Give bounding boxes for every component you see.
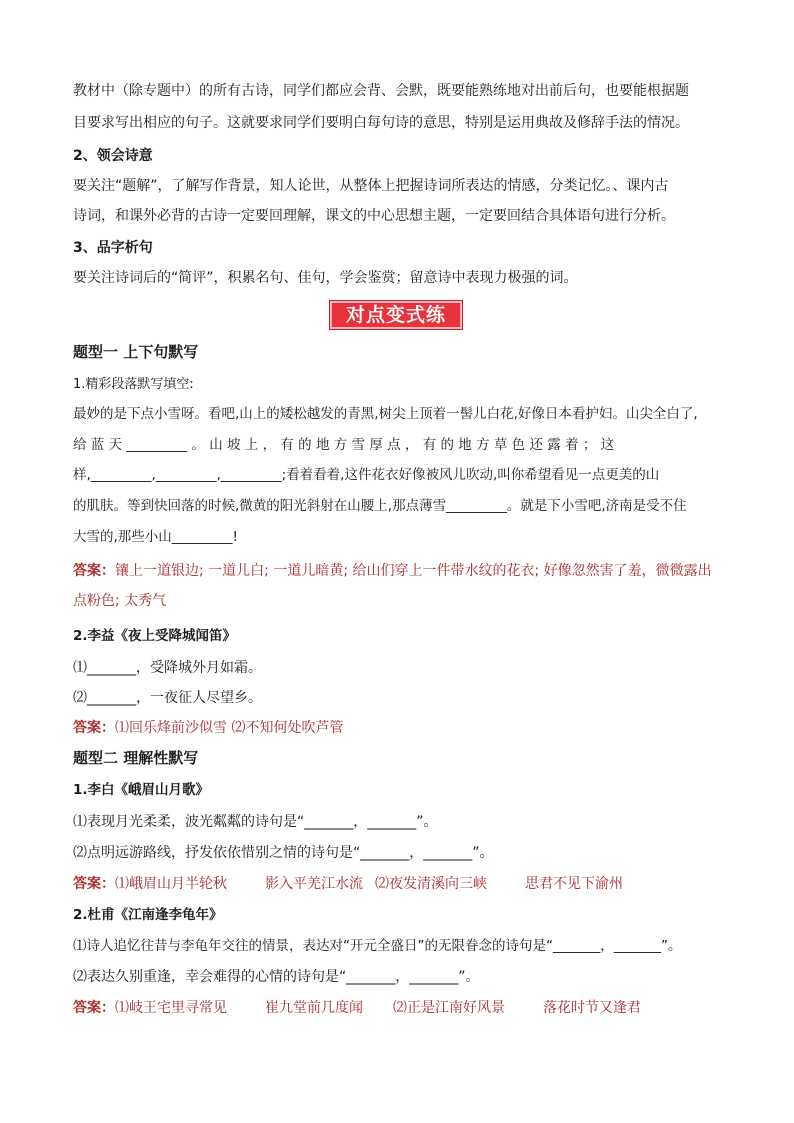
answer-part-a: ⑴峨眉山月半轮秋 [115,876,227,892]
answer-label: 答案： [73,720,115,736]
t2-q2-line-2: ⑵表达久别重逢，幸会难得的心情的诗句是“_______，_______”。 [73,969,480,985]
section-2-line-1: 要关注“题解”，了解写作背景，知人论世，从整体上把握诗词所表达的情感，分类记忆。、课内古 [73,178,669,194]
q1-title: 1.精彩段落默写填空: [73,377,194,392]
answer-part-a: ⑴岐王宅里寻常见 [115,1000,227,1016]
answer-label: 答案： [73,1000,115,1016]
practice-banner: 对点变式练 [330,301,462,329]
intro-line-2: 目要求写出相应的句子。这就要求同学们要明白每句诗的意思，特别是运用典故及修辞手法的情况。 [73,115,689,131]
answer-label: 答案： [73,876,115,892]
q1-answer-line-2: 点粉色; 太秀气 [73,593,167,609]
section-2-line-2: 诗词，和课外必背的古诗一定要回理解，课文的中心思想主题，一定要回结合具体语句进行分析。 [73,208,675,224]
intro-line-1: 教材中（除专题中）的所有古诗，同学们都应会背、会默，既要能熟练地对出前后句，也要能根据题 [73,83,689,99]
t2-q1-line-1: ⑴表现月光柔柔，波光粼粼的诗句是“_______，_______”。 [73,814,438,830]
answer-part-c: ⑵夜发清溪向三峡 [375,876,487,892]
q1-line-2: 给 蓝 天 _________ 。 山 坡 上 ， 有 的 地 方 雪 厚 点 ， 有 的 地 方 草 色 还 露 着 ； 这 [73,437,615,453]
q2-answer [73,719,733,737]
t2-q2-title: 2.杜甫《江南逢李龟年》 [73,907,223,923]
answer-label: 答案： [73,563,115,579]
section-3-line-1: 要关注诗词后的“简评”，积累名句、佳句，学会鉴赏；留意诗中表现力极强的词。 [73,270,578,286]
answer-part-d: 思君不见下渝州 [525,876,623,892]
q1-line-4: 的肌肤。等到快回落的时候,微黄的阳光斜射在山腰上,那点薄雪_________。就是下小雪吧,济南是受不住 [73,498,687,514]
t2-q2-answer [73,999,733,1017]
q1-line-3: 样,_________,_________,_________;看着看着,这件花衣好像被风儿吹动,叫你希望看见一点更美的山 [73,467,660,483]
answer-text: ⑴回乐烽前沙似雪 ⑵不知何处吹芦管 [115,720,344,736]
type-1-heading: 题型一 上下句默写 [73,343,199,361]
q1-answer-line-1 [73,562,733,580]
q2-line-2: ⑵_______，一夜征人尽望乡。 [73,690,262,706]
answer-part-b: 崔九堂前几度闻 [265,1000,363,1016]
q1-line-1: 最妙的是下点小雪呀。看吧,山上的矮松越发的青黑,树尖上顶着一髻儿白花,好像日本看护妇。山尖全白了, [73,406,698,422]
q2-title: 2.李益《夜上受降城闻笛》 [73,628,237,644]
section-3-heading: 3、品字析句 [73,240,153,256]
t2-q1-line-2: ⑵点明远游路线，抒发依依惜别之情的诗句是“_______，_______”。 [73,845,494,861]
answer-part-d: 落花时节又逢君 [543,1000,641,1016]
answer-part-b: 影入平羌江水流 [265,876,363,892]
section-2-heading: 2、领会诗意 [73,148,153,164]
type-2-heading: 题型二 理解性默写 [73,749,199,767]
t2-q1-title: 1.李白《峨眉山月歌》 [73,782,210,798]
t2-q1-answer [73,875,733,893]
t2-q2-line-1: ⑴诗人追忆往昔与李龟年交往的情景，表达对“开元全盛日”的无限眷念的诗句是“_______，_______”。 [73,938,682,954]
answer-text: 镶上一道银边; 一道儿白; 一道儿暗黄; 给山们穿上一件带水纹的花衣; 好像忽然害了羞，微微露出 [115,563,712,579]
q2-line-1: ⑴_______，受降城外月如霜。 [73,660,262,676]
answer-part-c: ⑵正是江南好风景 [393,1000,505,1016]
q1-line-5: 大雪的,那些小山_________! [73,529,238,545]
